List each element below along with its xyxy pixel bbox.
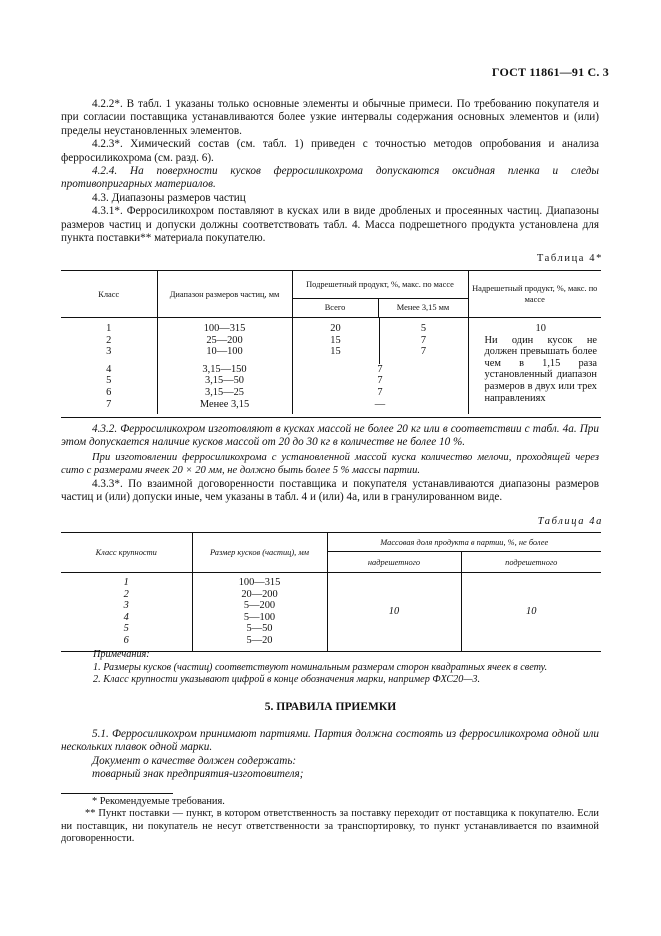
table-4-over-note: Ни один кусок не должен превышать более чем в 1,15 раза установленный диапазон размеров в двух или трех направлениях bbox=[484, 334, 597, 404]
footnote-1: * Рекомендуемые требования. bbox=[92, 796, 225, 807]
table-4a-header-under: подрешетного bbox=[461, 552, 601, 573]
footnote-2: ** Пункт поставки — пункт, в котором ответственность за поставку переходит от поставщика к покупателю. Если ни поставщик, ни покупатель не несут ответственности за транспортировку, то пункт устанавливается по взаимной договоренности. bbox=[61, 808, 599, 845]
table-4-total: 15 bbox=[330, 346, 341, 358]
table-4a-caption: Таблица 4а bbox=[537, 516, 603, 527]
table-4-class: 1 bbox=[106, 323, 112, 334]
table-4a-class: 5 bbox=[123, 623, 129, 635]
table-4a-class: 1 bbox=[123, 577, 129, 588]
table-4 bbox=[61, 270, 601, 418]
table-4-total-col bbox=[293, 323, 379, 364]
footnote-rule bbox=[61, 793, 173, 794]
page-header: ГОСТ 11861—91 С. 3 bbox=[491, 65, 609, 79]
body-upper bbox=[61, 98, 599, 245]
paragraph-5-1: 5.1. Ферросиликохром принимают партиями. Партия должна состоять из ферросиликохрома одной или нескольких плавок одной марки. bbox=[61, 728, 599, 754]
table-4-less: 7 bbox=[420, 334, 427, 346]
table-4-class-cell bbox=[61, 318, 157, 415]
table-4-header-range: Диапазон размеров частиц, мм bbox=[157, 271, 292, 318]
section-5-body bbox=[61, 728, 599, 782]
table-4-under-cell bbox=[292, 318, 468, 415]
table-4-range: 100—315 bbox=[203, 323, 246, 334]
paragraph-4-3: 4.3. Диапазоны размеров частиц bbox=[92, 191, 246, 204]
table-4-total-b: — bbox=[374, 398, 386, 410]
note-1: 1. Размеры кусков (частиц) соответствуют номинальным размерам сторон квадратных ячеек в свету. bbox=[93, 661, 548, 673]
table-4a-class: 2 bbox=[123, 588, 129, 600]
table-4a-header-mass: Массовая доля продукта в партии, %, не более bbox=[327, 533, 601, 552]
paragraph-4-2-3: 4.2.3*. Химический состав (см. табл. 1) приведен с точностью методов опробования и анализа ферросиликохрома (см. разд. 6). bbox=[61, 138, 599, 164]
table-4-total: 15 bbox=[330, 334, 341, 346]
table-4-total-b: 7 bbox=[377, 375, 383, 387]
table-4a-class: 4 bbox=[123, 611, 129, 623]
table-4a-over-value: 10 bbox=[327, 573, 461, 652]
table-4-range: Менее 3,15 bbox=[199, 398, 250, 410]
paragraph-4-3-1: 4.3.1*. Ферросиликохром поставляют в кусках или в виде дробленых и просеянных частиц. Диапазоны размеров частиц и допуски должны соответствовать табл. 4. Масса подрешетного продукта установлена для пункта поставки** материала покупателю. bbox=[61, 205, 599, 245]
paragraph-4-3-2: 4.3.2. Ферросиликохром изготовляют в кусках массой не более 20 кг или в соответствии с табл. 4а. При этом допускается наличие кусков массой от 20 до 30 кг в количестве не более 10 %. bbox=[61, 423, 599, 449]
table-4-over-value: 10 bbox=[535, 323, 546, 334]
notes bbox=[93, 649, 547, 687]
table-4-class: 6 bbox=[106, 386, 112, 398]
paragraph-fines: При изготовлении ферросиликохрома с установленной массой куска количество мелочи, проходящей через сито с размерами ячеек 20 × 20 мм, не должно быть более 5 % массы партии. bbox=[61, 451, 599, 477]
table-4-header-over: Надрешетный продукт, %, макс. по массе bbox=[468, 271, 601, 318]
table-4a-class: 3 bbox=[123, 600, 129, 612]
table-4-range: 10—100 bbox=[206, 346, 243, 358]
table-4-under-top bbox=[293, 323, 468, 364]
table-4-range: 3,15—150 bbox=[202, 363, 247, 375]
table-4a-size: 20—200 bbox=[241, 588, 278, 600]
table-4a-header-size: Размер кусков (частиц), мм bbox=[192, 533, 327, 573]
section-5-title: 5. ПРАВИЛА ПРИЕМКИ bbox=[264, 701, 397, 713]
table-4-range: 3,15—50 bbox=[205, 375, 244, 387]
table-4-less: 5 bbox=[420, 323, 427, 334]
table-4-total-b: 7 bbox=[377, 363, 383, 375]
table-4a-size: 5—50 bbox=[246, 623, 273, 635]
table-4-over-cell bbox=[468, 318, 601, 415]
table-4a-class-cell bbox=[61, 573, 192, 652]
table-4a-header-class: Класс крупности bbox=[61, 533, 192, 573]
notes-title: Примечания: bbox=[93, 649, 150, 660]
table-4-total: 20 bbox=[330, 323, 341, 334]
table-4a-size: 100—315 bbox=[238, 577, 281, 588]
table-4-total-merged bbox=[293, 364, 468, 414]
table-4a-class: 6 bbox=[123, 634, 129, 646]
table-4-range: 25—200 bbox=[206, 334, 243, 346]
paragraph-trademark: товарный знак предприятия-изготовителя; bbox=[92, 768, 304, 781]
table-4-header-under: Подрешетный продукт, %, макс. по массе bbox=[292, 271, 468, 299]
table-4-range-cell bbox=[157, 318, 292, 415]
footnotes bbox=[61, 796, 599, 846]
paragraph-4-2-2: 4.2.2*. В табл. 1 указаны только основные элементы и обычные примеси. По требованию покупателя и при согласии поставщика устанавливаются более узкие интервалы содержания основных элементов и (или) пределы неустановленных элементов. bbox=[61, 98, 599, 137]
table-4-class: 5 bbox=[106, 375, 112, 387]
table-4-total-b: 7 bbox=[377, 386, 383, 398]
table-4-class: 2 bbox=[106, 334, 112, 346]
table-4-caption: Таблица 4* bbox=[536, 253, 603, 264]
table-4-header-class: Класс bbox=[61, 271, 157, 318]
table-4a-size: 5—20 bbox=[246, 634, 273, 646]
table-4-class: 4 bbox=[106, 363, 112, 375]
paragraph-4-3-3: 4.3.3*. По взаимной договоренности поставщика и покупателя устанавливаются диапазоны размеров частиц и (или) допуски иные, чем указаны в табл. 4 и (или) 4а, или в гранулированном виде. bbox=[61, 477, 599, 504]
table-4a-size: 5—100 bbox=[243, 611, 276, 623]
table-4a-header-over: надрешетного bbox=[327, 552, 461, 573]
table-4a-size-cell bbox=[192, 573, 327, 652]
table-4-range: 3,15—25 bbox=[205, 386, 244, 398]
table-4-less-col bbox=[379, 318, 468, 364]
table-4-class: 7 bbox=[106, 398, 112, 410]
table-4a-under-value: 10 bbox=[461, 573, 601, 652]
paragraph-4-2-4: 4.2.4. На поверхности кусков ферросиликохрома допускаются оксидная пленка и следы противопригарных материалов. bbox=[61, 165, 599, 191]
table-4-less: 7 bbox=[420, 346, 427, 358]
table-4-class: 3 bbox=[106, 346, 112, 358]
table-4a bbox=[61, 532, 601, 652]
paragraph-document: Документ о качестве должен содержать: bbox=[92, 754, 297, 767]
note-2: 2. Класс крупности указывают цифрой в конце обозначения марки, например ФХС20—3. bbox=[93, 674, 481, 685]
body-middle bbox=[61, 423, 599, 504]
table-4-header-less: Менее 3,15 мм bbox=[378, 298, 468, 317]
table-4-header-total: Всего bbox=[292, 298, 378, 317]
table-4a-size: 5—200 bbox=[243, 600, 276, 612]
